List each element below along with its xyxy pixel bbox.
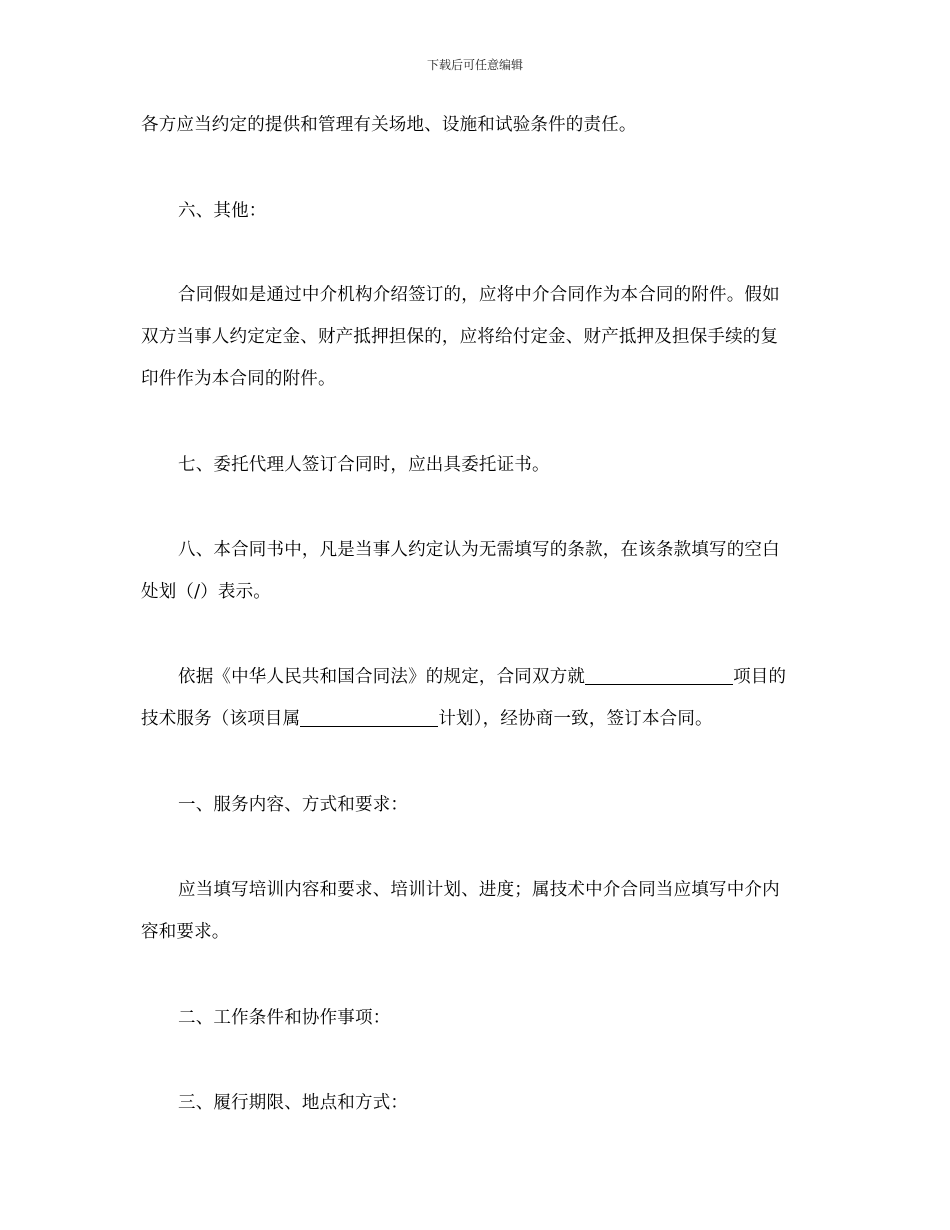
clause-seven-agent: 七、委托代理人签订合同时，应出具委托证书。 bbox=[178, 455, 550, 475]
paragraph-line: 双方当事人约定定金、财产抵押担保的，应将给付定金、财产抵押及担保手续的复 bbox=[141, 327, 779, 347]
paragraph-training-content bbox=[141, 869, 813, 953]
paragraph-line: 容和要求。 bbox=[141, 922, 230, 942]
plan-name-blank[interactable] bbox=[300, 706, 438, 727]
paragraph-line bbox=[141, 656, 813, 698]
contract-basis-text: 依据《中华人民共和国合同法》的规定，合同双方就 bbox=[178, 667, 586, 687]
paragraph-line: 八、本合同书中，凡是当事人约定认为无需填写的条款，在该条款填写的空白 bbox=[178, 540, 780, 560]
paragraph-line: 应当填写培训内容和要求、培训计划、进度；属技术中介合同当应填写中介内 bbox=[178, 880, 780, 900]
section-heading-service-content: 一、服务内容、方式和要求： bbox=[178, 795, 409, 815]
paragraph-line: 合同假如是通过中介机构介绍签订的，应将中介合同作为本合同的附件。假如 bbox=[178, 285, 780, 305]
section-heading-work-conditions: 二、工作条件和协作事项： bbox=[178, 1008, 391, 1028]
section-heading-other: 六、其他： bbox=[178, 201, 267, 221]
section-heading-performance-terms: 三、履行期限、地点和方式： bbox=[178, 1093, 409, 1113]
paragraph-line: 印件作为本合同的附件。 bbox=[141, 369, 336, 389]
paragraph-contract-basis bbox=[141, 656, 813, 740]
paragraph-line bbox=[141, 698, 813, 740]
contract-basis-text: 计划），经协商一致，签订本合同。 bbox=[438, 709, 713, 729]
contract-basis-text: 技术服务（该项目属 bbox=[141, 709, 301, 729]
contract-basis-text: 项目的 bbox=[733, 667, 787, 687]
page-header-note: 下载后可任意编辑 bbox=[426, 58, 523, 72]
clause-eight-blank-mark bbox=[141, 529, 813, 613]
paragraph-site-responsibility: 各方应当约定的提供和管理有关场地、设施和试验条件的责任。 bbox=[141, 115, 637, 135]
paragraph-line: 处划（/）表示。 bbox=[141, 582, 271, 602]
paragraph-intermediary-attachment bbox=[141, 274, 813, 400]
project-name-blank[interactable] bbox=[585, 664, 733, 685]
